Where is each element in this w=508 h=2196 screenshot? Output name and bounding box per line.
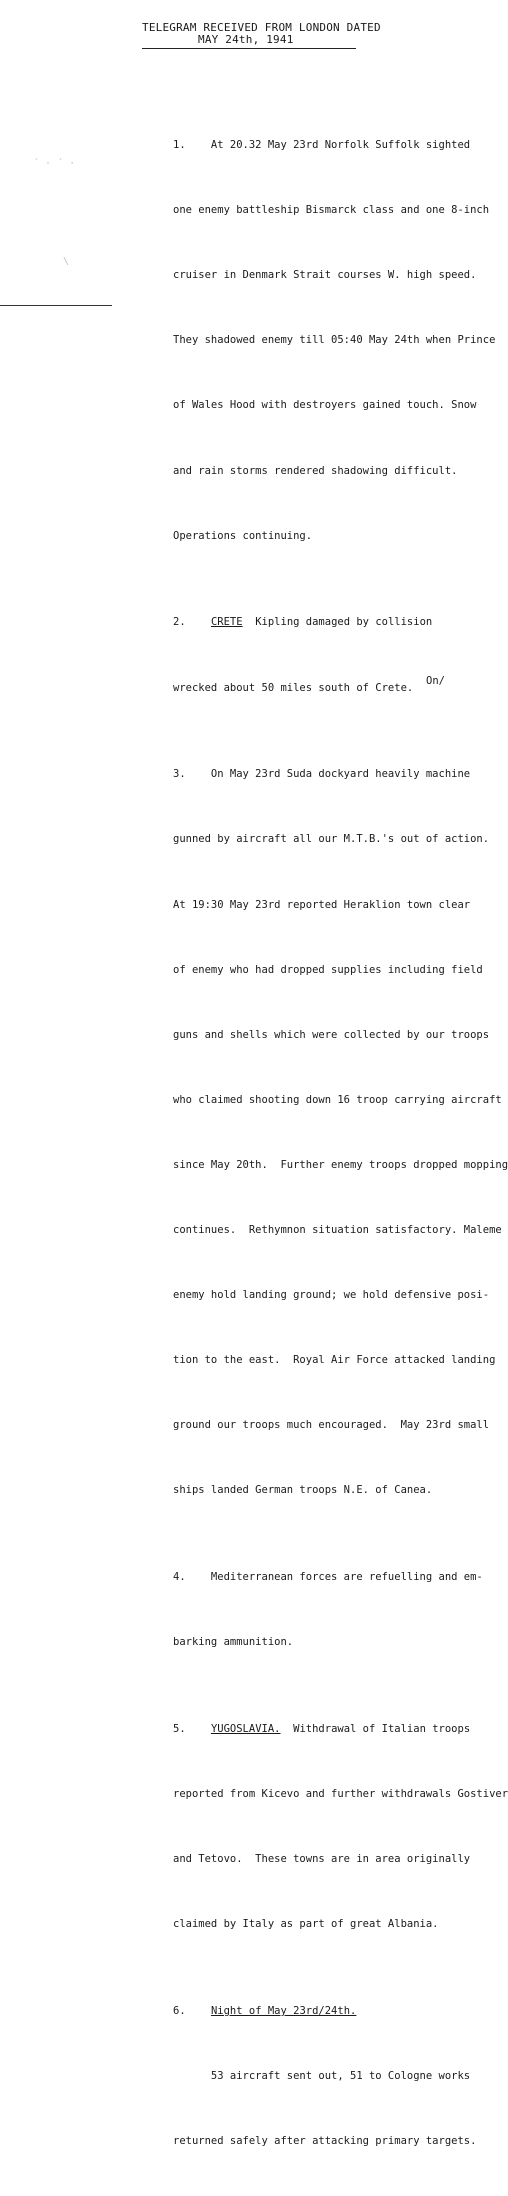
- section-heading-yugoslavia: YUGOSLAVIA.: [210, 1723, 281, 1736]
- header-date: MAY 24th, 1941: [198, 33, 294, 46]
- text-line: of Wales Hood with destroyers gained touch. Snow: [173, 399, 477, 412]
- margin-pencil-mark: ´ · ´ ·: [33, 158, 76, 169]
- section-heading-crete: CRETE: [210, 616, 243, 629]
- text-line: wrecked about 50 miles south of Crete.: [173, 681, 414, 694]
- text-line: barking ammunition.: [173, 1636, 294, 1649]
- text-line: [173, 612, 493, 634]
- text-line-rest: Kipling damaged by collision: [242, 616, 433, 629]
- text-line: They shadowed enemy till 05:40 May 24th when Prince: [173, 334, 496, 347]
- text-line: returned safely after attacking primary targets.: [173, 2135, 477, 2148]
- text-line: one enemy battleship Bismarck class and one 8-inch: [173, 204, 490, 217]
- section-heading-night: Night of May 23rd/24th.: [210, 2005, 357, 2018]
- page-continuation: On/: [426, 675, 445, 687]
- text-line: and rain storms rendered shadowing difficult.: [173, 464, 458, 477]
- paragraph-number: 2.: [173, 616, 186, 629]
- text-line: claimed by Italy as part of great Albania.: [173, 1918, 439, 1931]
- paragraph-number: 5.: [173, 1723, 186, 1736]
- text-line: since May 20th. Further enemy troops dropped mopping: [173, 1158, 508, 1171]
- text-line: enemy hold landing ground; we hold defensive posi-: [173, 1289, 490, 1302]
- text-line: [173, 1719, 493, 1741]
- text-line: Operations continuing.: [173, 529, 313, 542]
- text-line: reported from Kicevo and further withdrawals Gostiver: [173, 1788, 508, 1801]
- paragraph-number: 6.: [173, 2005, 186, 2018]
- text-line: 3. On May 23rd Suda dockyard heavily machine: [173, 768, 471, 781]
- margin-rule-line: [0, 305, 112, 306]
- header-underline: [142, 48, 356, 49]
- text-line: and Tetovo. These towns are in area originally: [173, 1853, 471, 1866]
- text-line: 4. Mediterranean forces are refuelling and em-: [173, 1571, 483, 1584]
- text-line: tion to the east. Royal Air Force attacked landing: [173, 1354, 496, 1367]
- text-line: ground our troops much encouraged. May 23rd small: [173, 1419, 490, 1432]
- text-line: gunned by aircraft all our M.T.B.'s out of action.: [173, 833, 490, 846]
- text-line: At 19:30 May 23rd reported Heraklion town clear: [173, 898, 471, 911]
- text-line: cruiser in Denmark Strait courses W. high speed.: [173, 269, 477, 282]
- text-line: [173, 2001, 493, 2023]
- text-line: continues. Rethymnon situation satisfactory. Maleme: [173, 1224, 502, 1237]
- telegram-body: [173, 70, 508, 2196]
- text-line-rest: Withdrawal of Italian troops: [280, 1723, 471, 1736]
- header-title: TELEGRAM RECEIVED FROM LONDON DATED: [142, 21, 381, 34]
- text-line: of enemy who had dropped supplies including field: [173, 963, 483, 976]
- text-line: 53 aircraft sent out, 51 to Cologne works: [173, 2070, 471, 2083]
- text-line: guns and shells which were collected by our troops: [173, 1028, 490, 1041]
- text-line: who claimed shooting down 16 troop carrying aircraft: [173, 1093, 502, 1106]
- margin-pencil-mark: \: [63, 256, 70, 267]
- text-line: 1. At 20.32 May 23rd Norfolk Suffolk sighted: [173, 139, 471, 152]
- text-line: ships landed German troops N.E. of Canea.: [173, 1484, 433, 1497]
